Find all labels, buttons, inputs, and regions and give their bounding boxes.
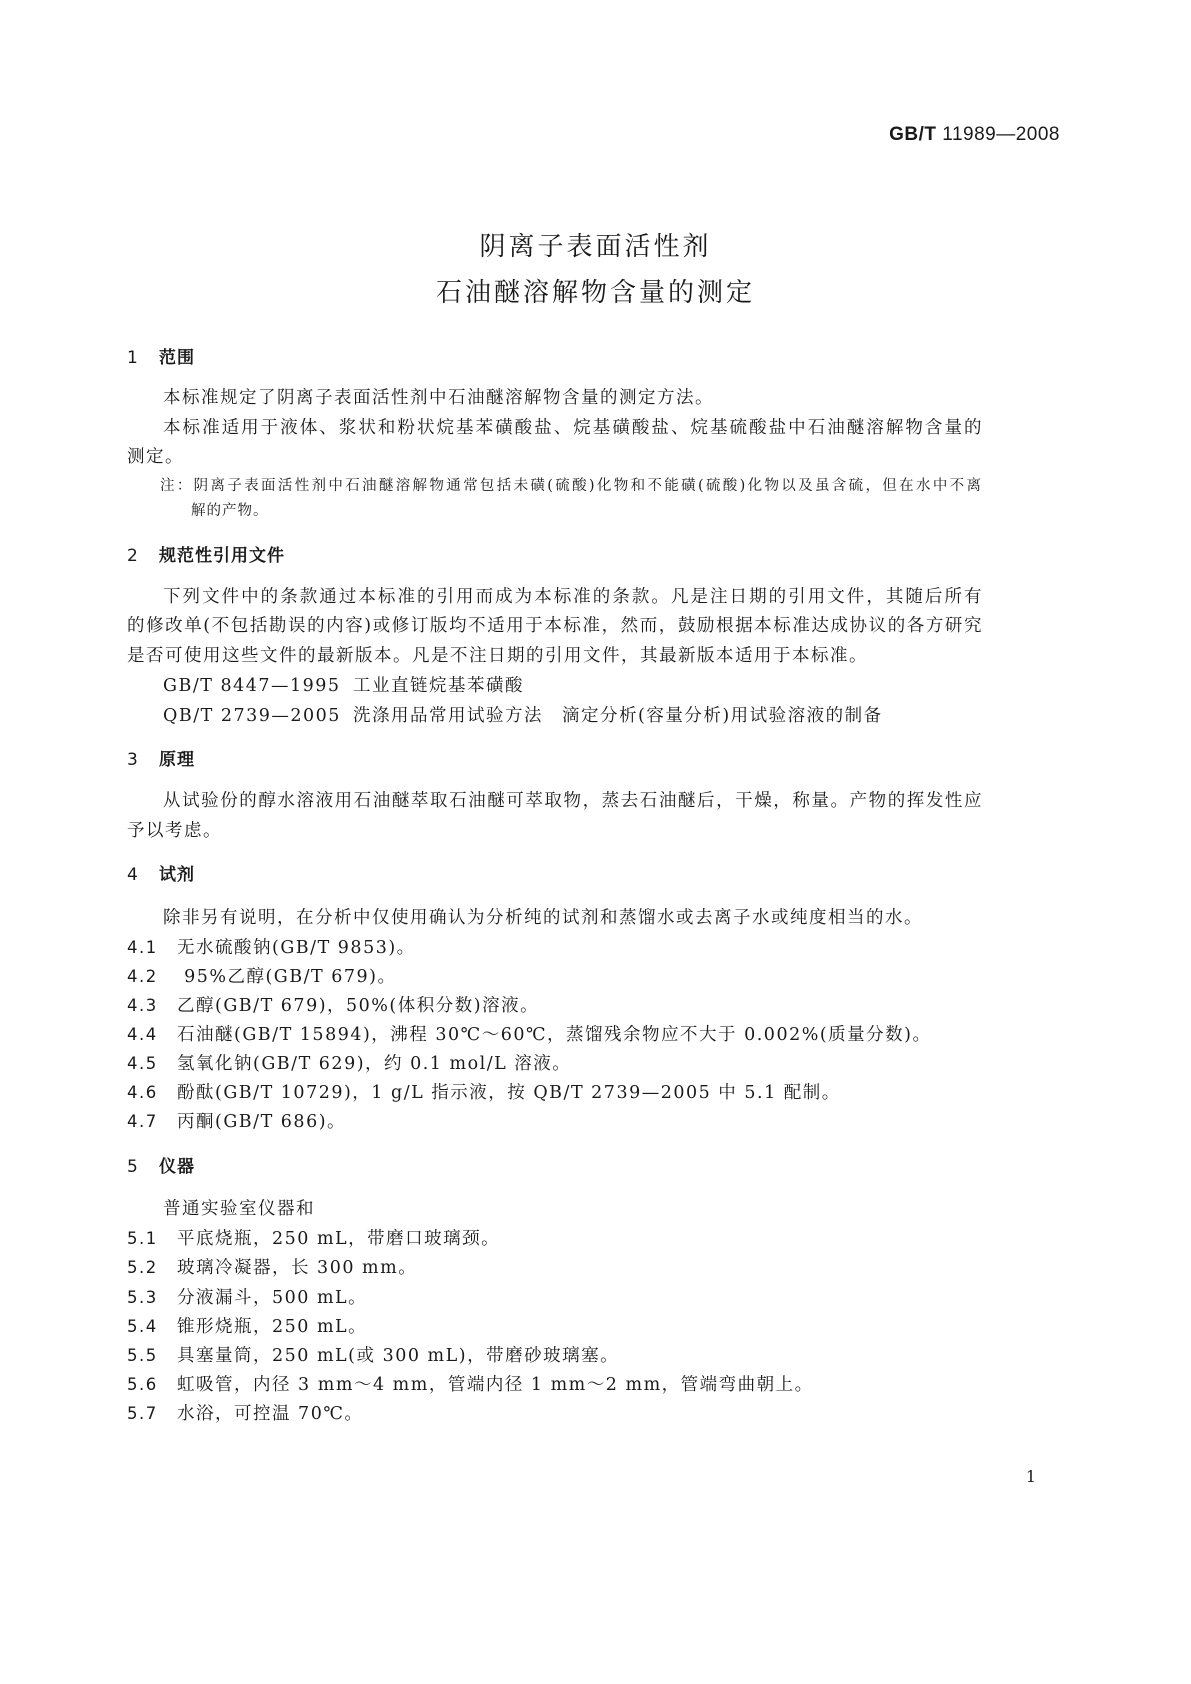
item-number: 4.1 <box>127 938 158 957</box>
item-number: 5.2 <box>127 1258 158 1277</box>
apparatus-item <box>127 1284 367 1309</box>
item-text: 酚酞(GB/T 10729)，1 g/L 指示液，按 QB/T 2739—2005 中 5.1 配制。 <box>177 1083 841 1103</box>
reference-item <box>163 702 883 727</box>
reagent-item <box>127 1108 346 1133</box>
reagent-item <box>127 1021 932 1046</box>
item-number: 4.2 <box>127 967 158 986</box>
apparatus-item <box>127 1342 619 1367</box>
item-number: 5.4 <box>127 1317 158 1336</box>
reference-title: 洗涤用品常用试验方法 滴定分析(容量分析)用试验溶液的制备 <box>353 706 883 726</box>
standard-prefix: GB/T <box>889 124 937 145</box>
sec3-paragraph-line-1: 从试验份的醇水溶液用石油醚萃取石油醚可萃取物，蒸去石油醚后，干燥，称量。产物的挥发性应 <box>163 791 983 811</box>
section-title: 范围 <box>159 348 195 368</box>
section-number: 5 <box>127 1157 139 1177</box>
section-number: 3 <box>127 750 139 770</box>
item-text: 95%乙醇(GB/T 679)。 <box>177 967 397 987</box>
section-4-heading <box>127 860 195 885</box>
sec3-paragraph-line-2: 予以考虑。 <box>127 821 222 841</box>
sec1-paragraph-1: 本标准规定了阴离子表面活性剂中石油醚溶解物含量的测定方法。 <box>163 388 714 408</box>
item-number: 5.6 <box>127 1375 158 1394</box>
reagent-item <box>127 934 416 959</box>
standard-number: 11989—2008 <box>942 124 1060 145</box>
sec2-paragraph-line-3: 是否可使用这些文件的最新版本。凡是不注日期的引用文件，其最新版本适用于本标准。 <box>127 646 868 666</box>
reference-item <box>163 672 524 697</box>
item-text: 平底烧瓶，250 mL，带磨口玻璃颈。 <box>177 1229 501 1249</box>
item-number: 5.1 <box>127 1229 158 1248</box>
section-5-heading <box>127 1152 195 1177</box>
sec2-paragraph-line-1: 下列文件中的条款通过本标准的引用而成为本标准的条款。凡是注日期的引用文件，其随后所有 <box>163 587 983 607</box>
section-1-heading <box>127 343 195 368</box>
item-number: 4.5 <box>127 1054 158 1073</box>
page-number: 1 <box>1025 1467 1036 1486</box>
item-number: 5.7 <box>127 1404 158 1423</box>
apparatus-item <box>127 1254 417 1279</box>
reagent-item <box>127 963 397 988</box>
item-text: 石油醚(GB/T 15894)，沸程 30℃～60℃，蒸馏残余物应不大于 0.002%(质量分数)。 <box>177 1025 932 1045</box>
sec4-intro: 除非另有说明，在分析中仅使用确认为分析纯的试剂和蒸馏水或去离子水或纯度相当的水。 <box>163 908 923 928</box>
reference-code: QB/T 2739—2005 <box>163 706 341 726</box>
item-text: 具塞量筒，250 mL(或 300 mL)，带磨砂玻璃塞。 <box>177 1346 620 1366</box>
sec1-note-line-2: 解的产物。 <box>191 503 269 519</box>
sec1-paragraph-2-line-2: 测定。 <box>127 447 184 467</box>
item-number: 4.3 <box>127 996 158 1015</box>
section-title: 原理 <box>159 750 195 770</box>
section-title: 规范性引用文件 <box>159 546 285 566</box>
standard-code <box>889 124 1060 146</box>
section-title: 试剂 <box>159 865 195 885</box>
item-text: 氢氧化钠(GB/T 629)，约 0.1 mol/L 溶液。 <box>177 1054 572 1074</box>
section-number: 2 <box>127 546 139 566</box>
reagent-item <box>127 1050 571 1075</box>
item-text: 分液漏斗，500 mL。 <box>177 1288 368 1308</box>
item-number: 5.3 <box>127 1288 158 1307</box>
item-number: 5.5 <box>127 1346 158 1365</box>
item-text: 水浴，可控温 70℃。 <box>177 1404 364 1424</box>
apparatus-item <box>127 1225 500 1250</box>
item-text: 无水硫酸钠(GB/T 9853)。 <box>177 938 416 958</box>
section-2-heading <box>127 541 285 566</box>
section-3-heading <box>127 745 195 770</box>
reference-title: 工业直链烷基苯磺酸 <box>353 676 524 696</box>
apparatus-item <box>127 1400 363 1425</box>
section-number: 4 <box>127 865 139 885</box>
apparatus-item <box>127 1313 367 1338</box>
reagent-item <box>127 1079 841 1104</box>
section-number: 1 <box>127 348 139 368</box>
reference-code: GB/T 8447—1995 <box>163 676 341 696</box>
section-title: 仪器 <box>159 1157 195 1177</box>
reagent-item <box>127 992 539 1017</box>
item-text: 锥形烧瓶，250 mL。 <box>177 1317 368 1337</box>
title-line-2: 石油醚溶解物含量的测定 <box>435 278 755 308</box>
sec2-paragraph-line-2: 的修改单(不包括勘误的内容)或修订版均不适用于本标准，然而，鼓励根据本标准达成协议的各方研究 <box>127 616 983 636</box>
item-text: 丙酮(GB/T 686)。 <box>177 1112 347 1132</box>
sec1-paragraph-2-line-1: 本标准适用于液体、浆状和粉状烷基苯磺酸盐、烷基磺酸盐、烷基硫酸盐中石油醚溶解物含量的 <box>163 418 983 438</box>
sec1-note-line-1: 注：阴离子表面活性剂中石油醚溶解物通常包括未磺(硫酸)化物和不能磺(硫酸)化物以及虽含硫，但在水中不离 <box>160 478 982 494</box>
item-number: 4.4 <box>127 1025 158 1044</box>
item-text: 乙醇(GB/T 679)，50%(体积分数)溶液。 <box>177 996 540 1016</box>
apparatus-item <box>127 1371 814 1396</box>
item-text: 虹吸管，内径 3 mm～4 mm，管端内径 1 mm～2 mm，管端弯曲朝上。 <box>177 1375 814 1395</box>
item-number: 4.7 <box>127 1112 158 1131</box>
item-text: 玻璃冷凝器，长 300 mm。 <box>177 1258 418 1278</box>
item-number: 4.6 <box>127 1083 158 1102</box>
sec5-intro: 普通实验室仪器和 <box>163 1199 315 1219</box>
title-line-1: 阴离子表面活性剂 <box>479 232 712 262</box>
